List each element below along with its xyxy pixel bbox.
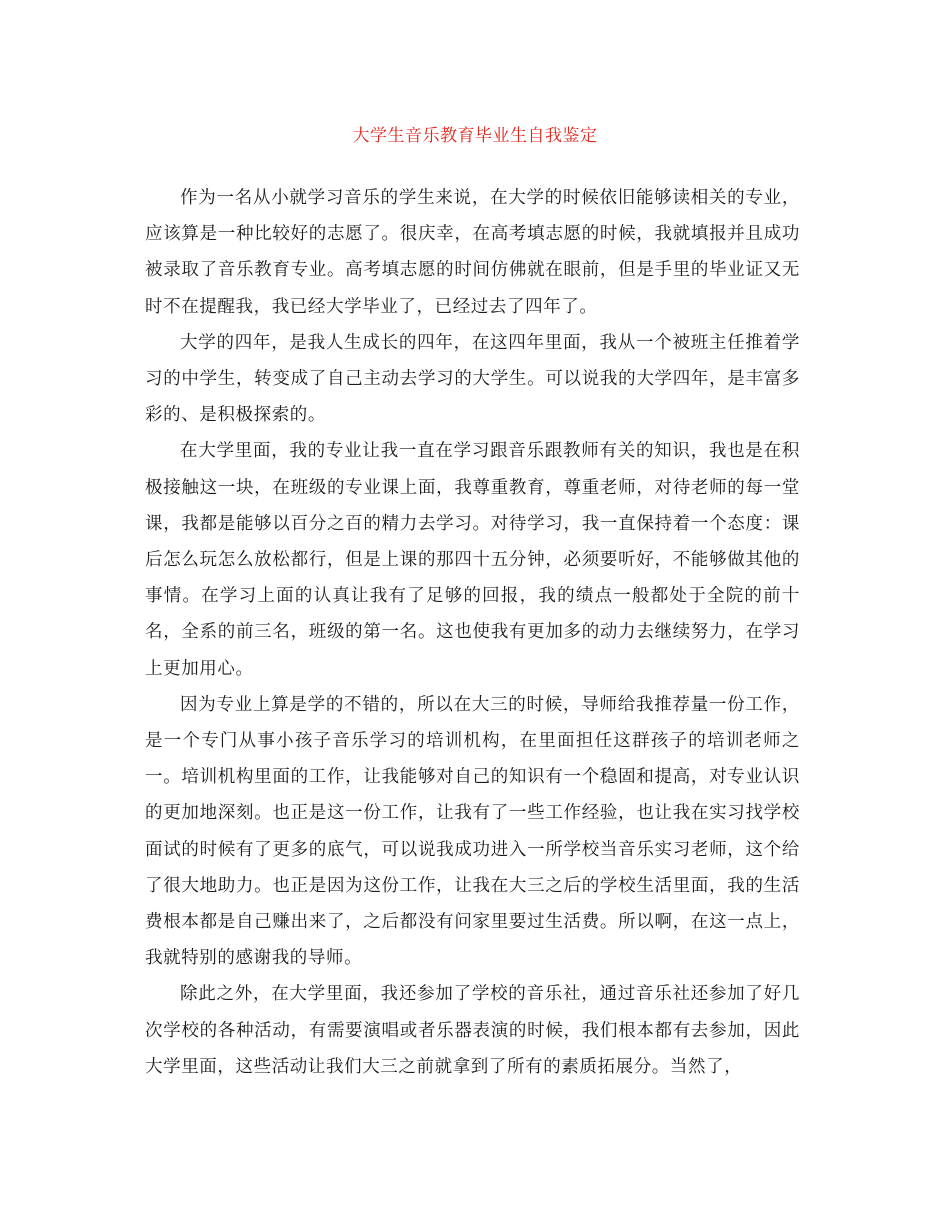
paragraph-2: 大学的四年，是我人生成长的四年，在这四年里面，我从一个被班主任推着学习的中学生，转变成了自己主动去学习的大学生。可以说我的大学四年，是丰富多彩的、是积极探索的。	[145, 332, 800, 426]
paragraph-5: 除此之外，在大学里面，我还参加了学校的音乐社，通过音乐社还参加了好几次学校的各种活动，有需要演唱或者乐器表演的时候，我们根本都有去参加，因此大学里面，这些活动让我们大三之前就拿到了所有的素质拓展分。当然了，	[145, 984, 800, 1077]
document-title: 大学生音乐教育毕业生自我鉴定	[352, 126, 598, 146]
paragraph-1: 作为一名从小就学习音乐的学生来说，在大学的时候依旧能够读相关的专业，应该算是一种比较好的志愿了。很庆幸，在高考填志愿的时候，我就填报并且成功被录取了音乐教育专业。高考填志愿的时间仿佛就在眼前，但是手里的毕业证又无时不在提醒我，我已经大学毕业了，已经过去了四年了。	[145, 188, 800, 317]
document-body	[145, 180, 800, 1085]
paragraph-3: 在大学里面，我的专业让我一直在学习跟音乐跟教师有关的知识，我也是在积极接触这一块，在班级的专业课上面，我尊重教育，尊重老师，对待老师的每一堂课，我都是能够以百分之百的精力去学习。对待学习，我一直保持着一个态度：课后怎么玩怎么放松都行，但是上课的那四十五分钟，必须要听好，不能够做其他的事情。在学习上面的认真让我有了足够的回报，我的绩点一般都处于全院的前十名，全系的前三名，班级的第一名。这也使我有更加多的动力去继续努力，在学习上更加用心。	[145, 441, 800, 679]
paragraph-4: 因为专业上算是学的不错的，所以在大三的时候，导师给我推荐量一份工作，是一个专门从事小孩子音乐学习的培训机构，在里面担任这群孩子的培训老师之一。培训机构里面的工作，让我能够对自己的知识有一个稳固和提高，对专业认识的更加地深刻。也正是这一份工作，让我有了一些工作经验，也让我在实习找学校面试的时候有了更多的底气，可以说我成功进入一所学校当音乐实习老师，这个给了很大地助力。也正是因为这份工作，让我在大三之后的学校生活里面，我的生活费根本都是自己赚出来了，之后都没有问家里要过生活费。所以啊，在这一点上，我就特别的感谢我的导师。	[145, 694, 800, 969]
